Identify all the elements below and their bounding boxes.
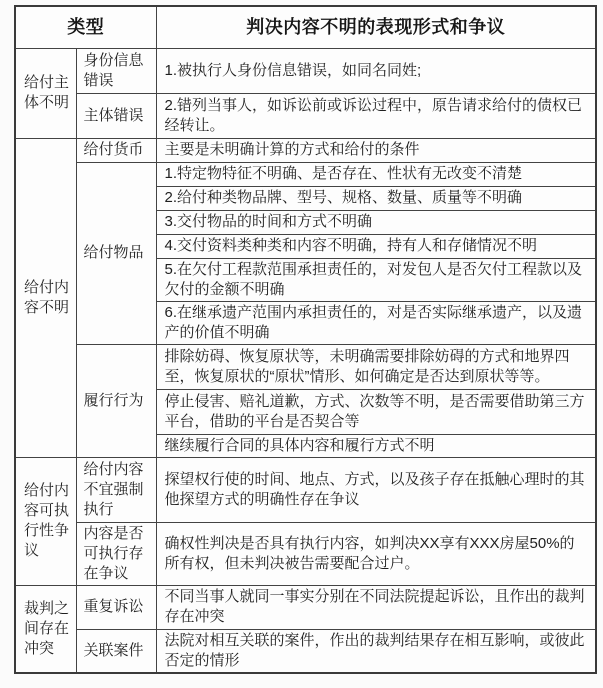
detail-cell: 4.交付资料类种类和内容不明确，持有人和存储情况不明: [156, 234, 596, 258]
table-row: [15, 457, 596, 522]
detail-cell: 3.交付物品的时间和方式不明确: [156, 210, 596, 234]
subtype-cell: 给付内容不宜强制执行: [76, 457, 156, 522]
category-cell: 给付主体不明: [15, 48, 76, 138]
detail-cell: 5.在欠付工程款范围承担责任的，对发包人是否欠付工程款以及欠付的金额不明确: [156, 258, 596, 301]
detail-cell: 2.给付种类物品牌、型号、规格、数量、质量等不明确: [156, 186, 596, 210]
table-row: [15, 138, 596, 162]
table-row: [15, 48, 596, 93]
table-header-row: [15, 6, 596, 48]
detail-cell: 1.特定物特征不明确、是否存在、性状有无改变不清楚: [156, 162, 596, 186]
subtype-cell: 给付货币: [76, 138, 156, 162]
detail-cell: 6.在继承遗产范围内承担责任的，对是否实际继承遗产，以及遗产的价值不明确: [156, 301, 596, 344]
detail-cell: 停止侵害、赔礼道歉，方式、次数等不明，是否需要借助第三方平台，借助的平台是否契合等: [156, 389, 596, 434]
category-cell: 给付内容不明: [15, 138, 76, 457]
subtype-cell: 给付物品: [76, 162, 156, 344]
content-header-cell: 判决内容不明的表现形式和争议: [156, 6, 596, 48]
detail-cell: 继续履行合同的具体内容和履行方式不明: [156, 434, 596, 457]
detail-cell: 探望权行使的时间、地点、方式，以及孩子存在抵触心理时的其他探望方式的明确性存在争议: [156, 457, 596, 522]
table-row: [15, 629, 596, 673]
subtype-cell: 主体错误: [76, 93, 156, 138]
judgment-content-table: [14, 5, 597, 674]
detail-cell: 2.错列当事人，如诉讼前或诉讼过程中，原告请求给付的债权已经转让。: [156, 93, 596, 138]
detail-cell: 主要是未明确计算的方式和给付的条件: [156, 138, 596, 162]
detail-cell: 1.被执行人身份信息错误，如同名同姓;: [156, 48, 596, 93]
table-row: [15, 522, 596, 585]
category-cell: 给付内容可执行性争议: [15, 457, 76, 585]
category-cell: 裁判之间存在冲突: [15, 585, 76, 673]
detail-cell: 法院对相互关联的案件，作出的裁判结果存在相互影响，或彼此否定的情形: [156, 629, 596, 673]
type-header-cell: 类型: [15, 6, 156, 48]
table-row: [15, 162, 596, 186]
subtype-cell: 关联案件: [76, 629, 156, 673]
subtype-cell: 内容是否可执行存在争议: [76, 522, 156, 585]
table-row: [15, 344, 596, 389]
detail-cell: 确权性判决是否具有执行内容，如判决XX享有XXX房屋50%的所有权，但未判决被告需要配合过户。: [156, 522, 596, 585]
subtype-cell: 身份信息错误: [76, 48, 156, 93]
table-row: [15, 585, 596, 629]
subtype-cell: 履行行为: [76, 344, 156, 457]
subtype-cell: 重复诉讼: [76, 585, 156, 629]
detail-cell: 不同当事人就同一事实分别在不同法院提起诉讼，且作出的裁判存在冲突: [156, 585, 596, 629]
detail-cell: 排除妨碍、恢复原状等，未明确需要排除妨碍的方式和地界四至，恢复原状的“原状”情形、如何确定是否达到原状等等。: [156, 344, 596, 389]
table-row: [15, 93, 596, 138]
